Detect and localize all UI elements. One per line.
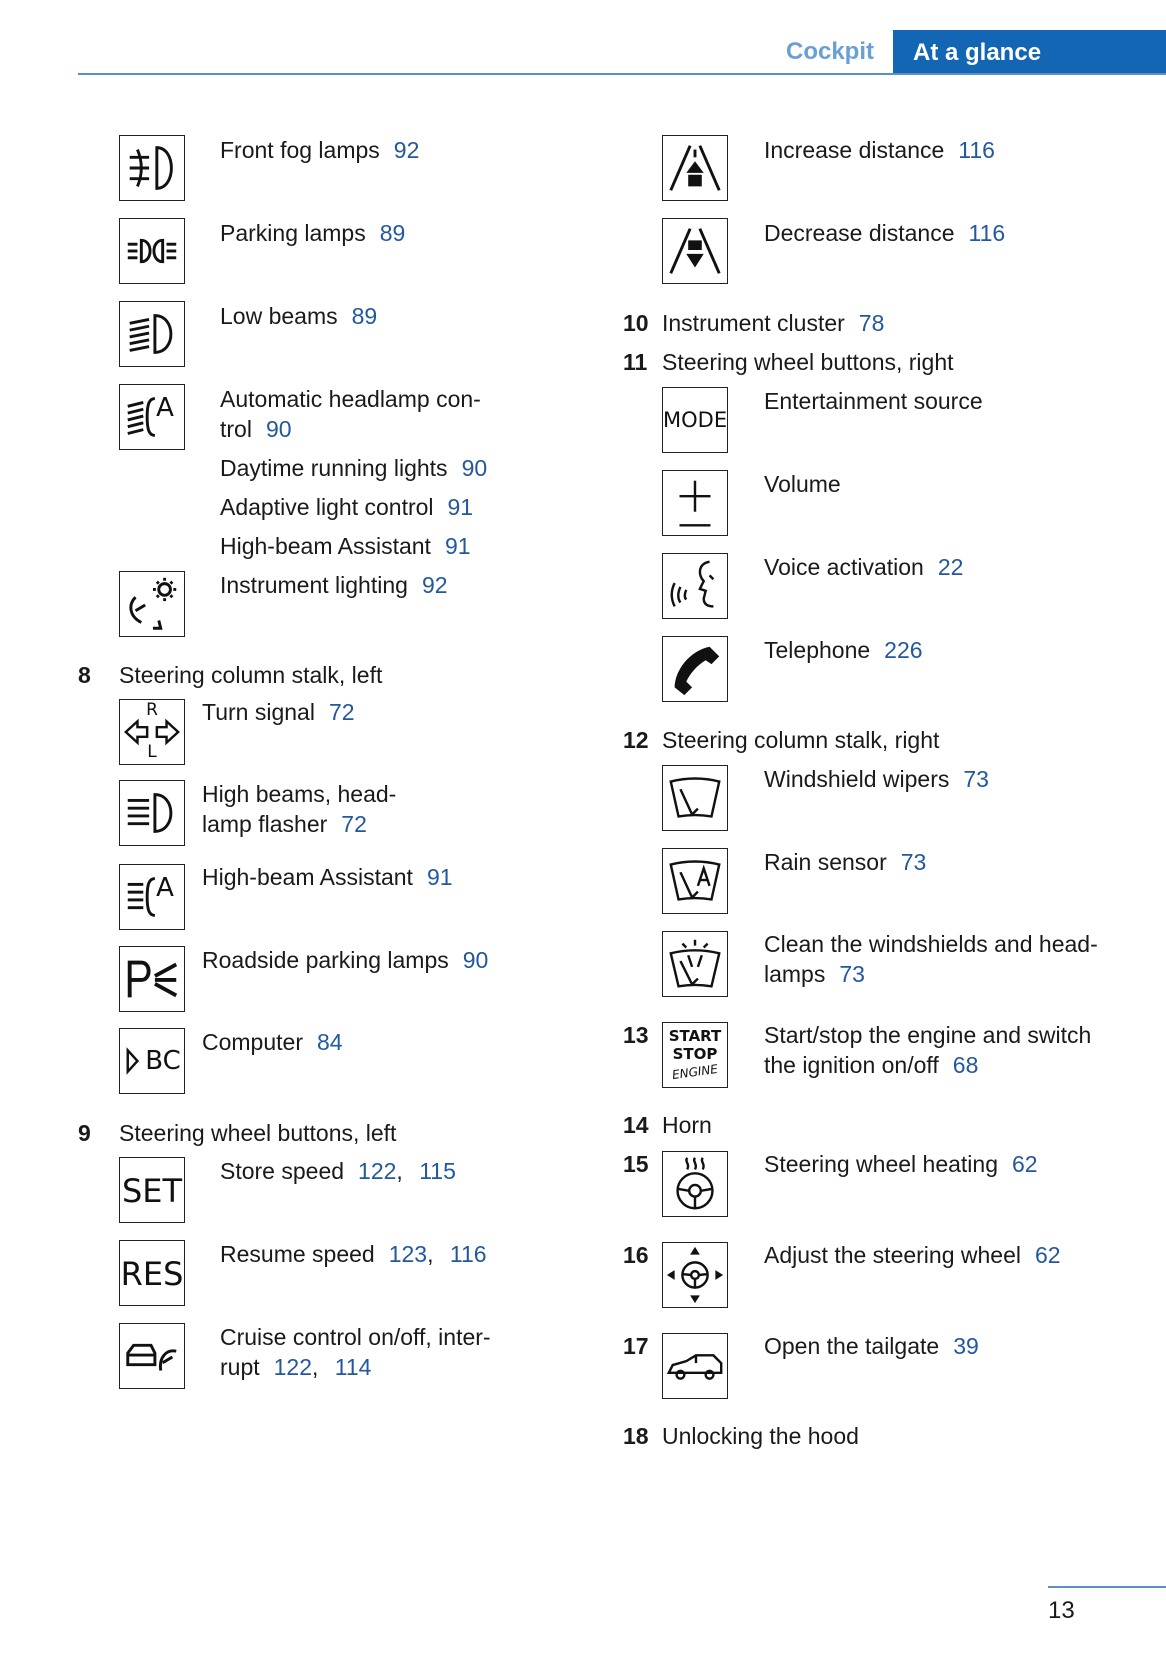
low-beams: Low beams 89 [220,303,378,329]
telephone: Telephone 226 [764,637,923,663]
page-ref[interactable]: 90 [461,455,488,481]
clean-windshields-line2: lamps 73 [764,961,865,987]
page-number: 13 [1048,1597,1075,1624]
steering-wheel-heating-icon [662,1151,728,1217]
page-ref[interactable]: 89 [351,303,378,329]
high-beams-icon [119,780,185,846]
section-number: 8 [78,662,91,688]
computer-icon [119,1028,185,1094]
page-ref[interactable]: 226 [884,637,923,663]
footer-rule [1048,1586,1166,1588]
washer-icon [662,931,728,997]
windshield-wipers-icon [662,765,728,831]
resume-speed: Resume speed 123, 116 [220,1241,487,1267]
section-number: 11 [623,349,648,375]
header-chapter: At a glance [893,30,1166,75]
page-ref[interactable]: 114 [334,1354,372,1380]
page-ref[interactable]: 68 [952,1052,979,1078]
start-stop-button-icon [662,1022,728,1088]
icon-label: A [156,873,174,903]
start-stop-line1: Start/stop the engine and switch [764,1022,1092,1048]
page-ref[interactable]: 92 [421,572,448,598]
header-section: Cockpit [785,38,874,65]
tailgate-icon [662,1333,728,1399]
section-number: 13 [623,1022,649,1048]
cruise-control-line2: rupt 122, 114 [220,1354,372,1380]
section-number: 10 [623,310,649,336]
page-ref[interactable]: 90 [462,947,489,973]
page-ref[interactable]: 116 [968,220,1006,246]
adjust-steering-wheel: Adjust the steering wheel 62 [764,1242,1061,1268]
header-rule [78,73,1166,75]
high-beam-assistant: High-beam Assistant 91 [220,533,471,559]
start-stop-line2: the ignition on/off 68 [764,1052,979,1078]
page-ref[interactable]: 116 [449,1241,487,1267]
page-ref[interactable]: 62 [1035,1242,1061,1268]
daytime-running-lights: Daytime running lights 90 [220,455,488,481]
high-beams-line1: High beams, head- [202,781,397,807]
page-ref[interactable]: 22 [937,554,964,580]
parking-lamps: Parking lamps 89 [220,220,406,246]
page-ref[interactable]: 115 [419,1158,456,1184]
decrease-distance: Decrease distance 116 [764,220,1006,246]
page-ref[interactable]: 78 [858,310,885,336]
page-ref[interactable]: 84 [316,1029,343,1055]
page-ref[interactable]: 89 [379,220,406,246]
parking-lamps-icon [119,218,185,284]
icon-label-start: START [668,1027,722,1045]
icon-label: BC [145,1046,181,1076]
res-button-icon [119,1240,185,1306]
mode-button-icon [662,387,728,453]
cruise-control-line1: Cruise control on/off, inter- [220,1324,491,1350]
page-ref[interactable]: 72 [341,811,367,837]
voice-activation: Voice activation 22 [764,554,964,580]
computer: Computer 84 [202,1029,343,1055]
instrument-cluster: Instrument cluster 78 [662,310,885,336]
increase-distance: Increase distance 116 [764,137,995,163]
auto-headlamp-line1: Automatic headlamp con- [220,386,481,412]
section-number: 17 [623,1333,649,1359]
section-title: Steering wheel buttons, left [119,1120,397,1146]
front-fog-lamps: Front fog lamps 92 [220,137,420,163]
icon-label-r: R [146,700,158,720]
front-fog-lamps-icon [119,135,185,201]
auto-headlamp-line2: trol 90 [220,416,292,442]
set-button-icon [119,1157,185,1223]
low-beams-icon [119,301,185,367]
section-title: Steering column stalk, left [119,662,383,688]
icon-label: A [156,393,174,423]
entertainment-source: Entertainment source [764,388,983,414]
page-ref[interactable]: 91 [444,533,471,559]
page-ref[interactable]: 90 [265,416,292,442]
store-speed: Store speed 122, 115 [220,1158,456,1184]
page-ref[interactable]: 91 [447,494,474,520]
icon-label: RES [120,1255,184,1293]
page-ref[interactable]: 73 [963,766,989,792]
roadside-parking-lamps: Roadside parking lamps 90 [202,947,489,973]
page-ref[interactable]: 39 [953,1333,979,1359]
open-tailgate: Open the tailgate 39 [764,1333,979,1359]
page-ref[interactable]: 73 [839,961,865,987]
high-beam-assistant-stalk: High-beam Assistant 91 [202,864,453,890]
page-ref[interactable]: 123 [388,1241,428,1267]
icon-label: SET [121,1172,183,1210]
adaptive-light-control: Adaptive light control 91 [220,494,474,520]
roadside-parking-lamps-icon [119,946,185,1012]
volume-icon [662,470,728,536]
horn: Horn [662,1112,712,1138]
unlocking-hood: Unlocking the hood [662,1423,859,1449]
auto-headlamp-icon [119,384,185,450]
section-number: 9 [78,1120,91,1146]
page-ref[interactable]: 72 [328,699,355,725]
rain-sensor-icon [662,848,728,914]
icon-label-l: L [147,742,157,762]
turn-signal: Turn signal 72 [202,699,355,725]
section-title: Steering wheel buttons, right [662,349,954,375]
decrease-distance-icon [662,218,728,284]
instrument-lighting: Instrument lighting 92 [220,572,448,598]
page-ref[interactable]: 91 [426,864,453,890]
page-ref[interactable]: 92 [393,137,420,163]
instrument-lighting-icon [119,571,185,637]
clean-windshields-line1: Clean the windshields and head- [764,931,1098,957]
windshield-wipers: Windshield wipers 73 [764,766,989,792]
turn-signal-icon [119,699,185,765]
page-ref[interactable]: 116 [958,137,995,163]
increase-distance-icon [662,135,728,201]
section-number: 16 [623,1242,649,1268]
steering-wheel-heating: Steering wheel heating 62 [764,1151,1038,1177]
high-beam-assistant-icon [119,864,185,930]
section-number: 12 [623,727,649,753]
adjust-steering-wheel-icon [662,1242,728,1308]
icon-label: MODE [663,408,728,432]
section-number: 15 [623,1151,649,1177]
section-number: 14 [623,1112,649,1138]
page-ref[interactable]: 122 [273,1354,313,1380]
section-number: 18 [623,1423,649,1449]
high-beams-line2: lamp flasher 72 [202,811,367,837]
telephone-icon [662,636,728,702]
page-ref[interactable]: 122 [358,1158,397,1184]
voice-activation-icon [662,553,728,619]
rain-sensor: Rain sensor 73 [764,849,927,875]
page-ref[interactable]: 73 [900,849,927,875]
icon-label-engine: ENGINE [671,1061,719,1083]
icon-label-stop: STOP [672,1045,718,1063]
cruise-control-icon [119,1323,185,1389]
section-title: Steering column stalk, right [662,727,940,753]
page-ref[interactable]: 62 [1012,1151,1038,1177]
volume: Volume [764,471,841,497]
